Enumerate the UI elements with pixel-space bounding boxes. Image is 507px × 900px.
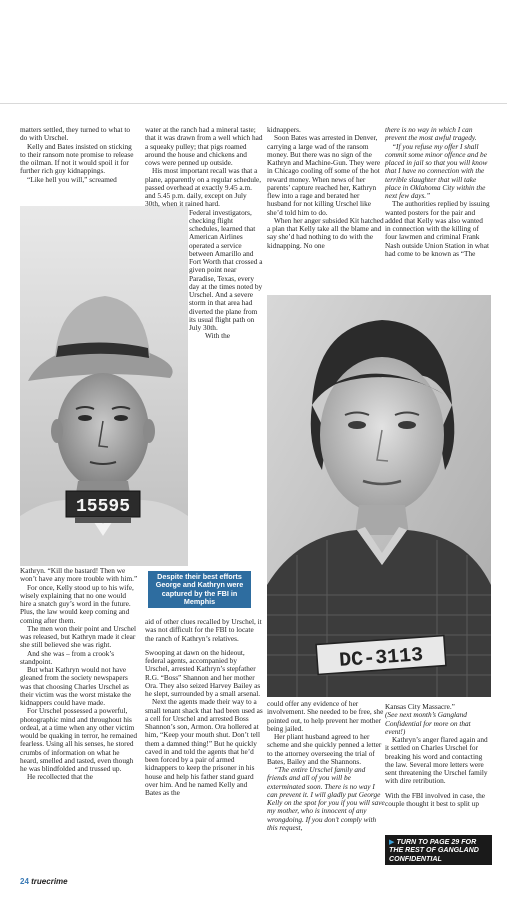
article-column-2-top [145, 126, 263, 341]
arrow-right-icon: ▶ [389, 838, 395, 846]
paragraph: With the FBI involved in case, the couple thought it best to split up [385, 790, 486, 808]
page-number: 24 [20, 877, 29, 886]
article-column-4-bottom [385, 703, 490, 808]
mugshot-plate-number: 15595 [75, 497, 131, 517]
pull-quote: Despite their best efforts George and Kathryn were captured by the FBI in Memphis [148, 571, 251, 608]
paragraph: “Like hell you will,” screamed [27, 174, 117, 184]
article-column-3-bottom [267, 700, 385, 832]
article-column-3-top [267, 126, 385, 250]
paragraph: matters settled, they turned to what to do with Urschel. [20, 125, 131, 143]
paragraph: For once, Kelly stood up to his wife, wisely explaining that no one would hire a snatch guy’s word in the future. Plus, the law would keep coming and coming after them. [20, 582, 134, 625]
paragraph: Swooping at dawn on the hideout, federal agents, accompanied by Urschel, arrested Kathryn’s stepfather R.G. “Boss” Shannon and her mother Ora. They also seized Harvey Bailey as he slept, surrounded by a small arsenal. [145, 647, 261, 698]
letter-quote: “The entire Urschel family and friends and all of you will be exterminated soon. There is no way I can prevent it. I will gladly put George Kelly on the spot for you if you will save my mother, who is innocent of any wrongdoing. If you don’t comply with this request, [267, 765, 385, 832]
paragraph: Kansas City Massacre.” [385, 702, 455, 711]
letter-quote: there is no way in which I can prevent the most awful tragedy. [385, 125, 477, 143]
letter-quote: “If you refuse my offer I shall commit some minor offence and be placed in jail so that you will know that I have no connection with the terrible slaughter that will take place in Oklahoma City within the next few days.” [385, 141, 488, 200]
continued-on-page-box [385, 835, 492, 865]
mugshot-plate-number: DC-3113 [338, 644, 424, 673]
paragraph: The authorities replied by issuing wanted posters for the pair and added that Kelly was also wanted in connection with the killing of four lawmen and criminal Frank Nash outside Union Station in what had come to be known as “The [385, 199, 490, 258]
paragraph: He recollected that the [27, 772, 93, 782]
page-footer [20, 877, 68, 886]
paragraph: And she was – from a crook’s standpoint. [20, 648, 115, 666]
paragraph: kidnappers. [267, 125, 301, 134]
paragraph: When her anger subsided Kit hatched a plan that Kelly take all the blame and say she’d had nothing to do with the kidnapping. No one [267, 215, 384, 250]
paragraph: Her pliant husband agreed to her scheme and she quickly penned a letter to the attorney overseeing the trial of Bates, Bailey and the Shannons. [267, 732, 382, 766]
magazine-page [0, 103, 507, 886]
paragraph: could offer any evidence of her involvement. She needed to be free, she pointed out, to help prevent her mother being jailed. [267, 699, 384, 733]
paragraph: Kathryn’s anger flared again and it settled on Charles Urschel for breaking his word and contacting the law. Several more letters were sent threatening the Urschel family with dire retribution. [385, 735, 488, 786]
article-column-1-top [20, 126, 138, 184]
magazine-brand: truecrime [31, 877, 68, 886]
paragraph: Soon Bates was arrested in Denver, carrying a large wad of the ransom money. But there was no sign of the Kathryn and Machine-Gun. They were in Chicago cooling off some of the hot reward money. When news of her parents’ capture reached her, Kathryn flew into a rage and berated her husband for not killing Urschel like she’d told him to do. [267, 133, 381, 217]
article-column-2-bottom [145, 618, 263, 797]
turn-line-1: TURN TO PAGE 29 FOR [396, 838, 477, 846]
paragraph: Kelly and Bates insisted on sticking to their ransom note promise to release the oilman. If not it would spoil it for further rich guy kidnappings. [20, 141, 134, 176]
paragraph: Next the agents made their way to a small tenant shack that had been used as a cell for Urschel and arrested Boss Shannon’s son, Armon. Ora hollered at him, “Keep your mouth shut. Don’t tell them a damned thing!” But he quickly caved in and told the agents that he’d been forced by a pair of armed kidnappers to keep the prisoner in his house and help his father stand guard over him. And he named Kelly and Bates as the [145, 697, 263, 797]
paragraph: With the [205, 331, 231, 341]
mugshot-kathryn-kelly [267, 295, 491, 697]
paragraph: aid of other clues recalled by Urschel, it was not difficult for the FBI to locate the ranch of Kathryn’s relatives. [145, 617, 262, 643]
article-column-4-top [385, 126, 490, 258]
paragraph: water at the ranch had a mineral taste; that it was drawn from a well which had a squeaky pulley; that pigs roamed around the house and chickens and cows were penned up outside. [145, 125, 263, 167]
turn-line-3: CONFIDENTIAL [389, 854, 442, 863]
article-column-1-bottom [20, 567, 138, 782]
paragraph: Federal investigators, checking flight schedules, learned that American Airlines operated a service between Amarillo and Fort Worth that crossed a given point near Paradise, Texas, every day at the times noted by Urschel. And a severe storm in that area had diverted the plane from its usual flight path on July 30th. [189, 207, 263, 332]
paragraph: His most important recall was that a plane, apparently on a regular schedule, passed overhead at exactly 9.45 a.m. and 5.45 p.m. daily, except on July 30th, when it rained hard. [145, 166, 262, 209]
turn-line-2: THE REST OF GANGLAND [389, 846, 479, 855]
paragraph: But what Kathryn would not have gleaned from the society newspapers was that choosing Charles Urschel as their victim was the worst mistake the kidnappers could have made. [20, 665, 132, 707]
page-edge [0, 103, 507, 104]
paragraph: For Urschel possessed a powerful, photographic mind and throughout his ordeal, at a time when any other victim would be quaking in terror, he remained fearless. Using all his senses, he stored crumbs of information on what he heard, smelled and tasted, even though he was blindfolded and trussed up. [20, 706, 138, 773]
paragraph: The men won their point and Urschel was released, but Kathryn made it clear she still believed she was right. [20, 623, 137, 650]
paragraph: Kathryn. “Kill the bastard! Then we won’t have any more trouble with him.” [20, 566, 138, 584]
paragraph: (See next month’s Gangland Confidential for more on that event!) [385, 710, 471, 736]
